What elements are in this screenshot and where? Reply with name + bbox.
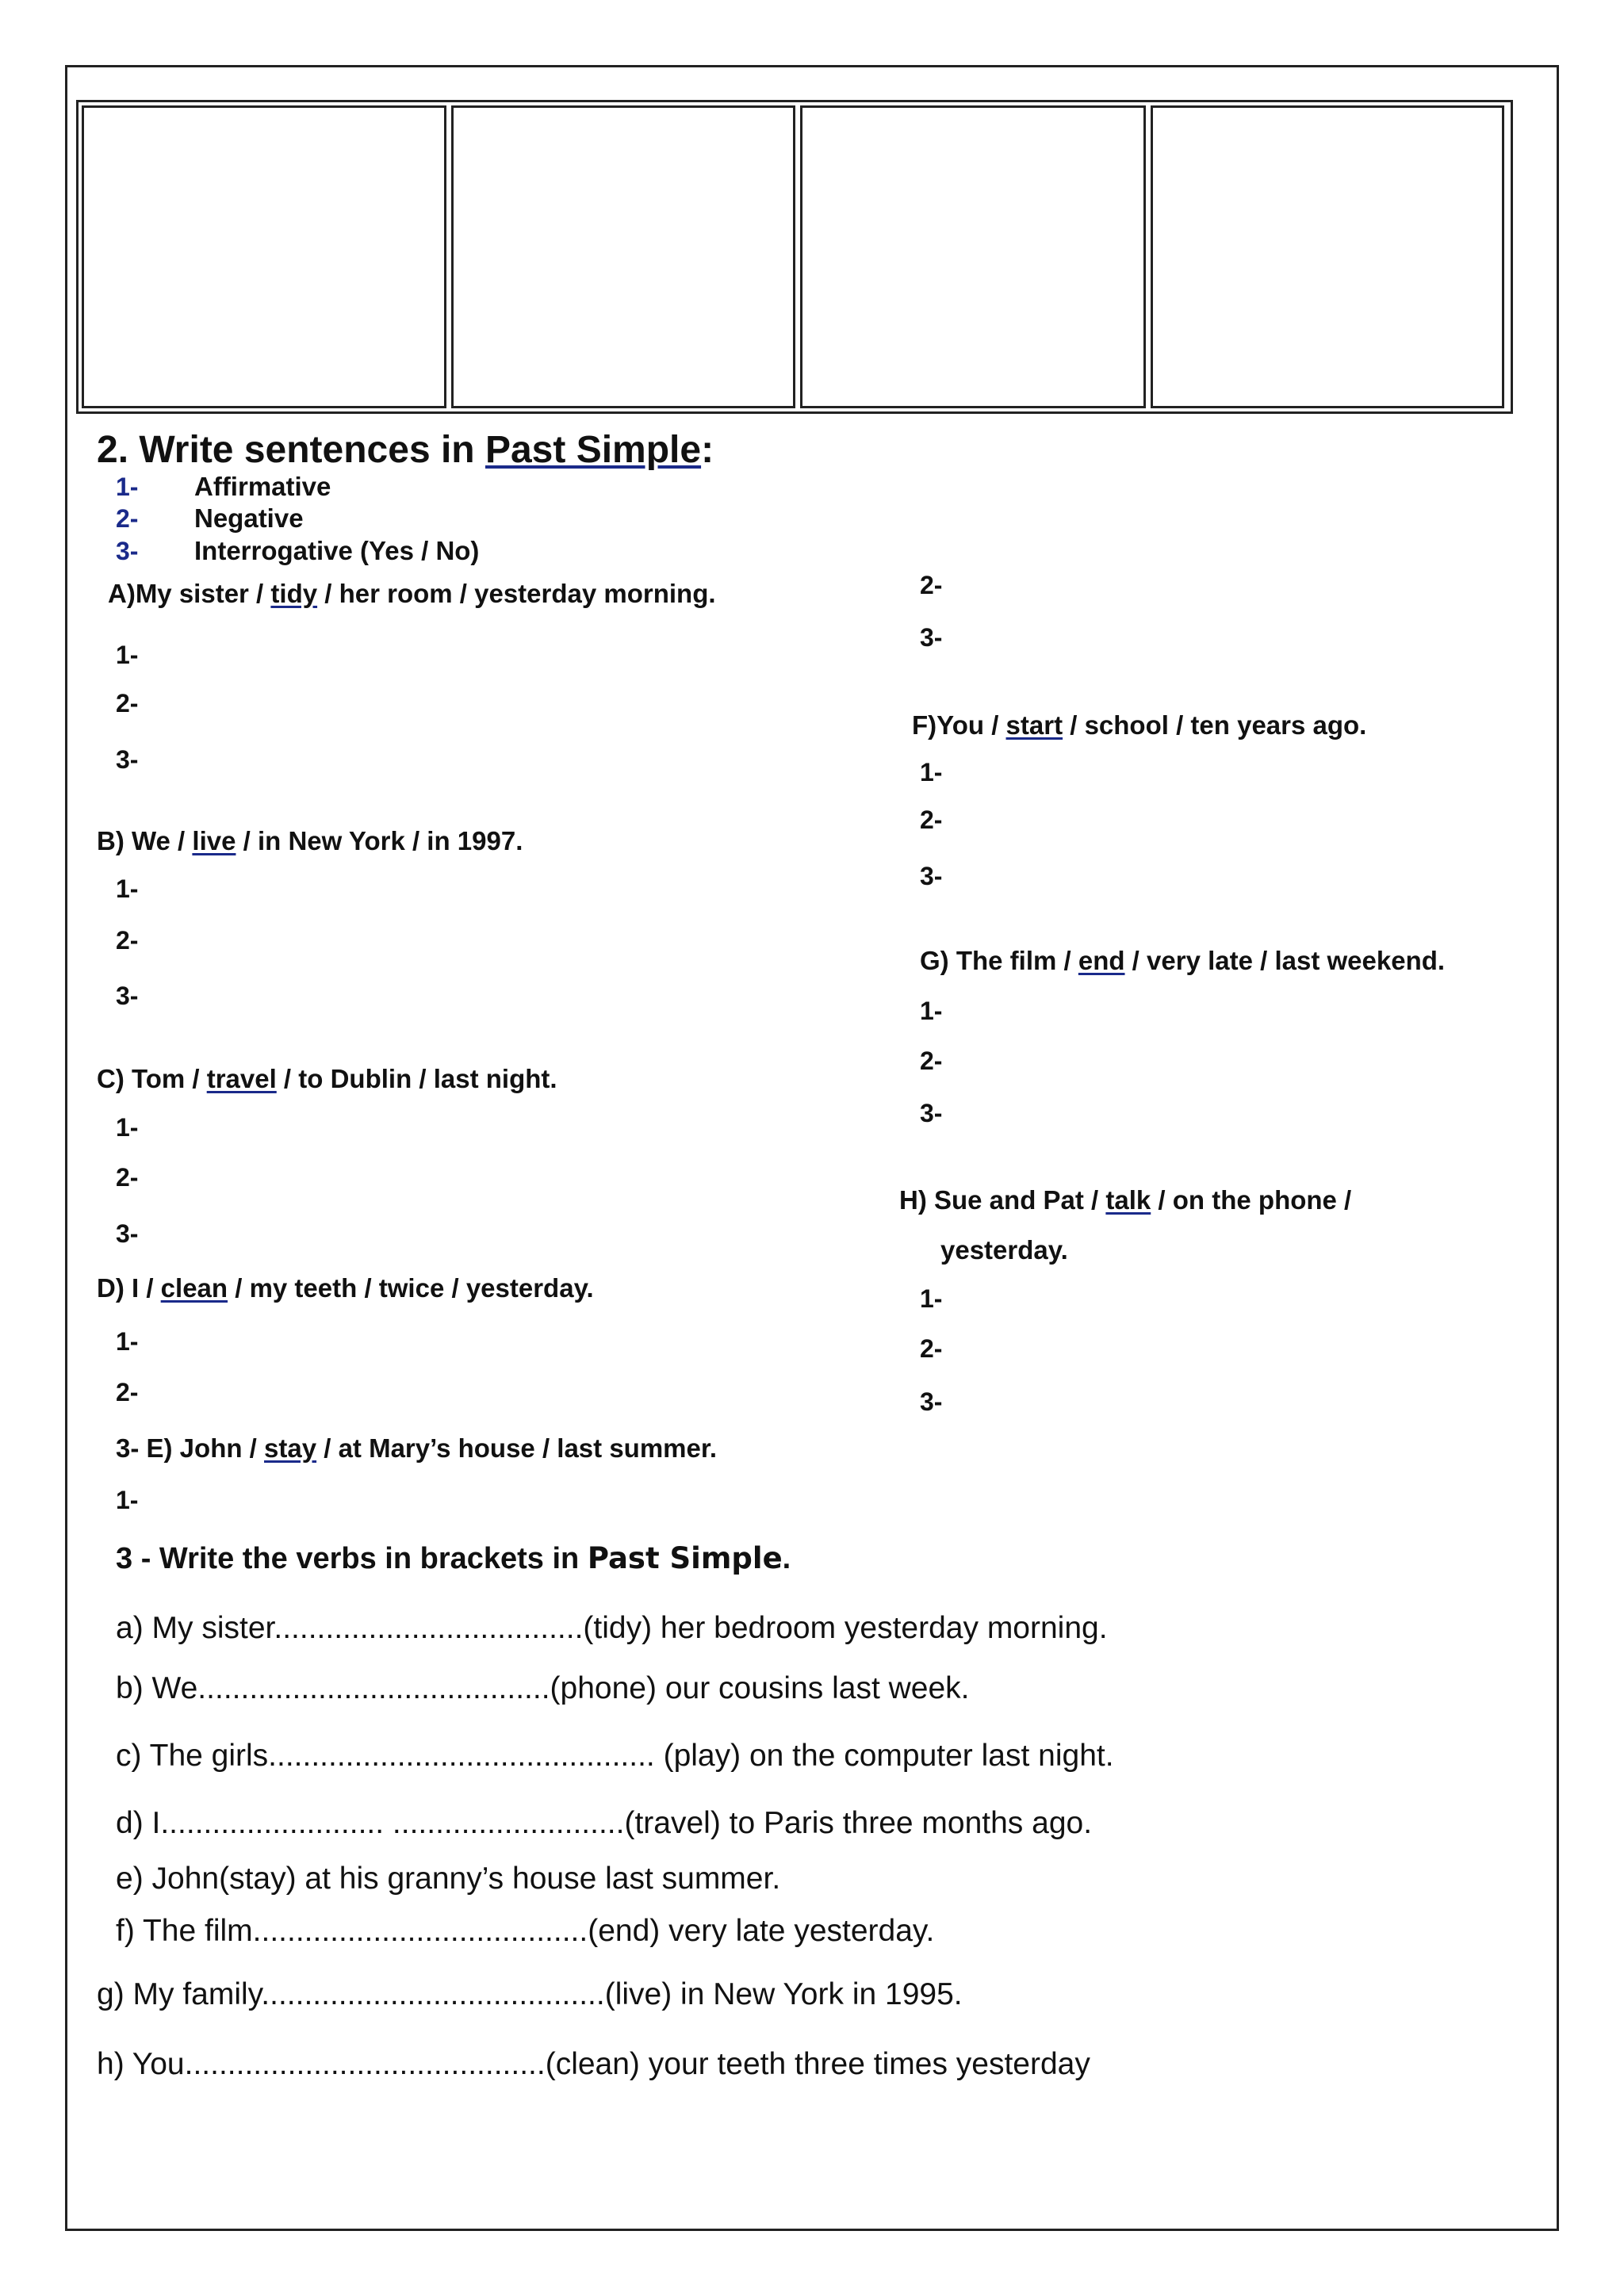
item-f-line-3: 3-	[920, 862, 943, 890]
item-d-line-2: 2-	[116, 1378, 139, 1406]
item-e-line-1: 1-	[116, 1486, 139, 1514]
item-e-prompt: 3- E) John / stay / at Mary’s house / last summer.	[116, 1433, 718, 1463]
section-2-title: 2. Write sentences in Past Simple:	[97, 429, 714, 471]
exercise-c: c) The girls............................................. (play) on the computer last night.	[116, 1739, 1114, 1773]
type-2-num: 2-	[116, 504, 139, 533]
type-3-num: 3-	[116, 537, 139, 565]
picture-box-4	[1151, 105, 1504, 408]
item-b-line-3: 3-	[116, 982, 139, 1010]
item-g-line-1: 1-	[920, 997, 943, 1025]
picture-boxes	[76, 100, 1513, 414]
picture-box-3	[800, 105, 1146, 408]
picture-box-1	[82, 105, 446, 408]
item-g-prompt: G) The film / end / very late / last weekend.	[920, 946, 1446, 975]
section-3-title: 3 - Write the verbs in brackets in Past Simple.	[116, 1541, 791, 1575]
type-negative: Negative	[194, 503, 304, 533]
item-b-line-1: 1-	[116, 874, 139, 903]
type-1-num: 1-	[116, 473, 139, 501]
item-h-prompt: H) Sue and Pat / talk / on the phone /	[899, 1185, 1352, 1215]
item-b-line-2: 2-	[116, 926, 139, 955]
type-affirmative: Affirmative	[194, 472, 331, 501]
exercise-b: b) We.........................................(phone) our cousins last week.	[116, 1671, 970, 1705]
exercise-a: a) My sister....................................(tidy) her bedroom yesterday morning.	[116, 1611, 1108, 1645]
item-g-line-3: 3-	[920, 1099, 943, 1127]
item-b-prompt: B) We / live / in New York / in 1997.	[97, 826, 523, 855]
item-a-line-3: 3-	[116, 745, 139, 774]
item-a-line-2: 2-	[116, 689, 139, 718]
item-f-line-2: 2-	[920, 806, 943, 834]
item-f-prompt: F)You / start / school / ten years ago.	[912, 710, 1367, 740]
item-h-line-1: 1-	[920, 1284, 943, 1313]
item-c-line-2: 2-	[116, 1163, 139, 1192]
item-c-prompt: C) Tom / travel / to Dublin / last night.	[97, 1064, 557, 1093]
item-h-line-3: 3-	[920, 1387, 943, 1416]
item-f-line-1: 1-	[920, 758, 943, 786]
item-e-line-2: 2-	[920, 571, 943, 599]
exercise-g: g) My family........................................(live) in New York in 1995.	[97, 1977, 963, 2011]
exercise-d: d) I.......................... ...........................(travel) to Paris three months ago.	[116, 1806, 1093, 1840]
exercise-e: e) John(stay) at his granny’s house last summer.	[116, 1862, 781, 1896]
exercise-h: h) You..........................................(clean) your teeth three times yesterday	[97, 2047, 1090, 2081]
exercise-f: f) The film.......................................(end) very late yesterday.	[116, 1914, 935, 1948]
item-h-line-2: 2-	[920, 1334, 943, 1363]
type-interrogative: Interrogative (Yes / No)	[194, 536, 480, 565]
item-d-line-1: 1-	[116, 1327, 139, 1356]
item-e-line-3: 3-	[920, 623, 943, 652]
item-c-line-1: 1-	[116, 1113, 139, 1142]
item-h-prompt-line-2: yesterday.	[940, 1235, 1068, 1265]
item-a-line-1: 1-	[116, 641, 139, 669]
item-d-prompt: D) I / clean / my teeth / twice / yesterday.	[97, 1273, 594, 1303]
item-g-line-2: 2-	[920, 1047, 943, 1075]
item-a-prompt: A)My sister / tidy / her room / yesterday morning.	[108, 579, 716, 608]
item-c-line-3: 3-	[116, 1219, 139, 1248]
picture-box-2	[451, 105, 795, 408]
